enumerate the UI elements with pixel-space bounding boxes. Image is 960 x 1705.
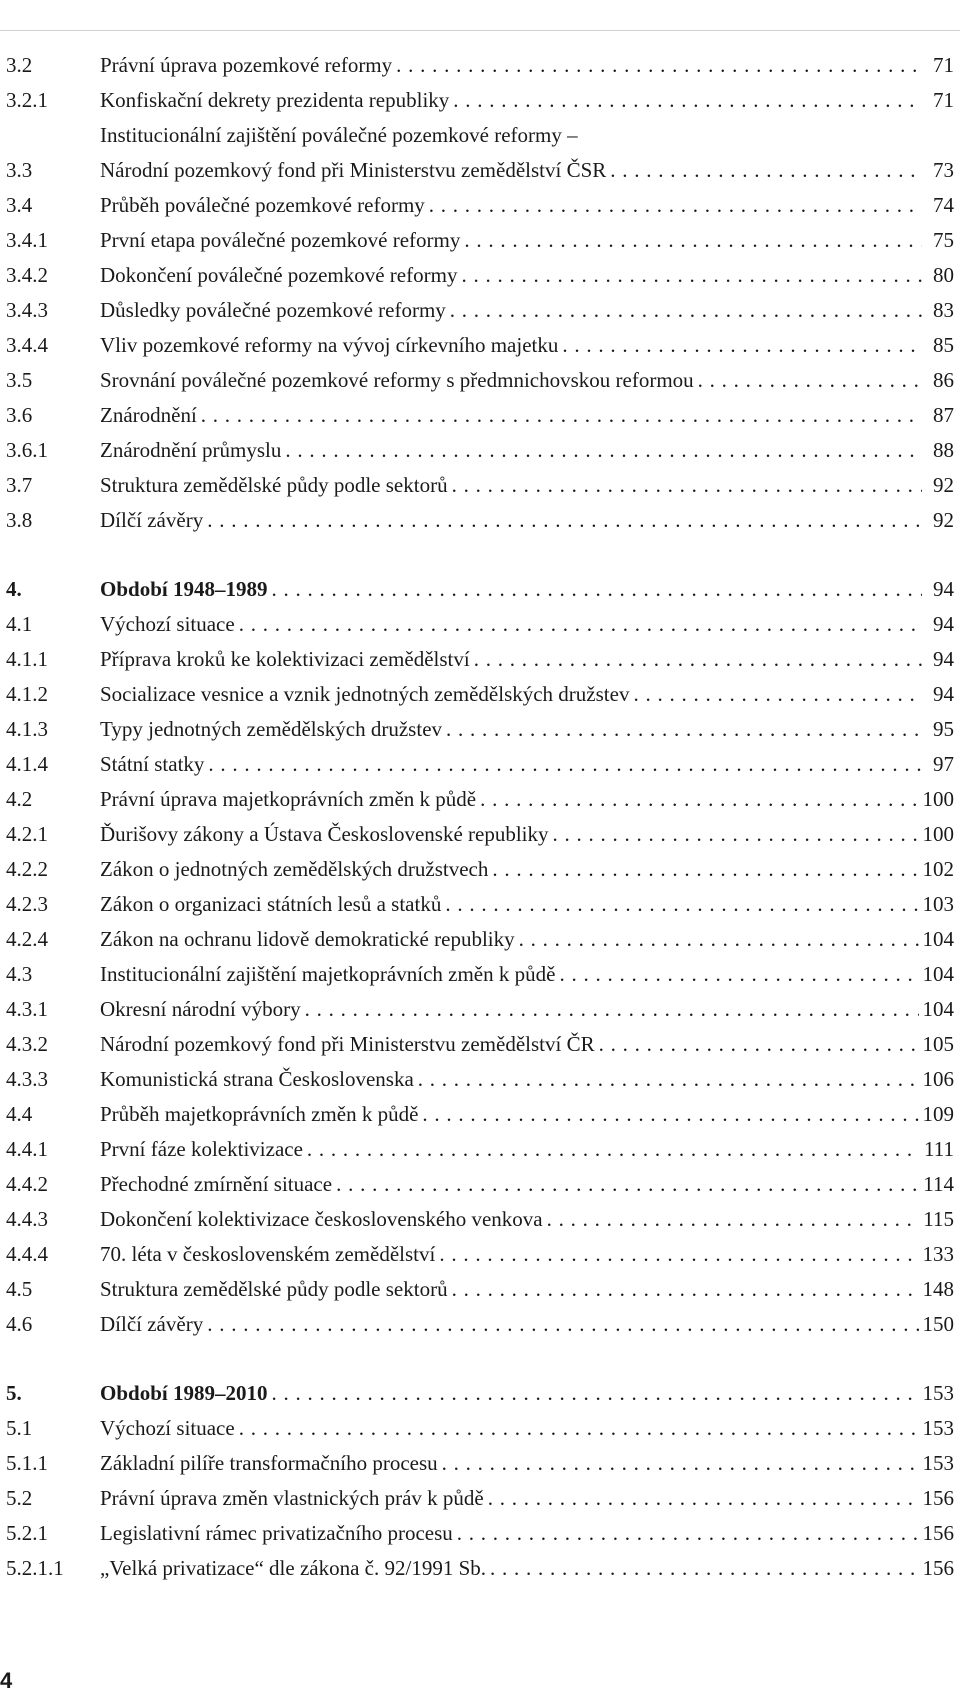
toc-entry	[6, 1062, 954, 1097]
toc-entry-title-line1: Institucionální zajištění poválečné pozemkové reformy –	[100, 123, 578, 147]
toc-leader-dots	[201, 398, 922, 433]
toc-entry	[6, 1097, 954, 1132]
toc-entry-title-line2-row	[100, 153, 954, 188]
toc-leader-dots	[480, 782, 918, 817]
toc-entry-number: 4.5	[6, 1277, 33, 1301]
toc-entry-title: Důsledky poválečné pozemkové reformy	[100, 298, 446, 322]
toc-entry-title: Konfiskační dekrety prezidenta republiky	[100, 88, 450, 112]
toc-entry-title: Okresní národní výbory	[100, 997, 301, 1021]
toc-entry	[6, 293, 954, 328]
toc-leader-dots	[610, 153, 922, 188]
toc-entry-number: 4.2.2	[6, 857, 48, 881]
toc-entry	[6, 782, 954, 817]
toc-entry-number: 4.4.2	[6, 1172, 48, 1196]
toc-entry	[6, 677, 954, 712]
toc-page-number: 104	[922, 927, 954, 951]
toc-entry	[6, 817, 954, 852]
toc-entry-title: Vliv pozemkové reformy na vývoj církevního majetku	[100, 333, 559, 357]
toc-entry-title: Socializace vesnice a vznik jednotných zemědělských družstev	[100, 682, 630, 706]
toc-page-number: 95	[933, 717, 954, 741]
toc-entry-title: Struktura zemědělské půdy podle sektorů	[100, 1277, 448, 1301]
toc-entry-title: Průběh poválečné pozemkové reformy	[100, 193, 425, 217]
toc-entry	[6, 922, 954, 957]
toc-entry-number: 4.3.3	[6, 1067, 48, 1091]
toc-leader-dots	[285, 433, 922, 468]
toc-entry-number: 3.4	[6, 193, 33, 217]
toc-entry-number: 3.4.3	[6, 298, 48, 322]
toc-entry-number: 3.8	[6, 508, 33, 532]
toc-leader-dots	[307, 1132, 920, 1167]
toc-entry-number: 4.4	[6, 1102, 33, 1126]
toc-page-number: 87	[933, 403, 954, 427]
toc-page-number: 83	[933, 298, 954, 322]
toc-page-number: 100	[922, 787, 954, 811]
toc-page-number: 74	[933, 193, 954, 217]
toc-page-number: 114	[923, 1172, 954, 1196]
toc-page-number: 94	[933, 577, 954, 601]
toc-entry	[6, 1167, 954, 1202]
toc-entry-number: 4.3.1	[6, 997, 48, 1021]
toc-leader-dots	[439, 1237, 918, 1272]
toc-leader-dots	[464, 223, 922, 258]
toc-entry-title: Komunistická strana Československa	[100, 1067, 414, 1091]
page-number: 4	[0, 1668, 13, 1693]
toc-entry	[6, 1481, 954, 1516]
toc-entry-number: 4.1.4	[6, 752, 48, 776]
toc-entry-number: 4.2.1	[6, 822, 48, 846]
toc-page-number: 156	[922, 1556, 954, 1580]
toc-leader-dots	[461, 258, 922, 293]
toc-entry-title: První fáze kolektivizace	[100, 1137, 303, 1161]
toc-entry	[6, 1307, 954, 1342]
toc-entry	[6, 712, 954, 747]
toc-chapter-5	[6, 1376, 954, 1411]
toc-leader-dots	[457, 1516, 919, 1551]
toc-entry	[6, 468, 954, 503]
toc-entry	[6, 1027, 954, 1062]
toc-entry-number: 3.5	[6, 368, 33, 392]
toc-entry	[6, 118, 954, 188]
toc-entry-number: 4.2	[6, 787, 33, 811]
toc-page-number: 97	[933, 752, 954, 776]
toc-entry	[6, 503, 954, 538]
toc-entry-title: Dílčí závěry	[100, 508, 204, 532]
toc-entry-number: 5.2	[6, 1486, 33, 1510]
toc-entry-title: Právní úprava pozemkové reformy	[100, 53, 393, 77]
toc-entry	[6, 258, 954, 293]
toc-leader-dots	[429, 188, 922, 223]
toc-entry-number: 4.1.1	[6, 647, 48, 671]
toc-page-number: 111	[924, 1137, 954, 1161]
toc-leader-dots	[453, 83, 922, 118]
toc-page-number: 75	[933, 228, 954, 252]
toc-entry	[6, 328, 954, 363]
toc-entry-number: 4.1.3	[6, 717, 48, 741]
toc-entry-title: Zákon o organizaci státních lesů a statků	[100, 892, 442, 916]
toc-leader-dots	[474, 642, 922, 677]
toc-entry-title: Výchozí situace	[100, 612, 235, 636]
toc-entry-title: Srovnání poválečné pozemkové reformy s předmnichovskou reformou	[100, 368, 694, 392]
toc-leader-dots	[698, 363, 922, 398]
toc-entry-title: Institucionální zajištění majetkoprávních změn k půdě	[100, 962, 556, 986]
toc-entry	[6, 852, 954, 887]
toc-page-number: 100	[922, 822, 954, 846]
toc-leader-dots	[553, 817, 919, 852]
toc-entry-title: Dílčí závěry	[100, 1312, 204, 1336]
toc-entry	[6, 1411, 954, 1446]
toc-leader-dots	[305, 992, 919, 1027]
toc-entry	[6, 887, 954, 922]
toc-entry-number: 5.1.1	[6, 1451, 48, 1475]
toc-entry-title: Zákon o jednotných zemědělských družstvech	[100, 857, 489, 881]
toc-entry-title: Národní pozemkový fond při Ministerstvu zemědělství ČR	[100, 1032, 595, 1056]
toc-entry-number: 3.7	[6, 473, 33, 497]
toc-leader-dots	[396, 48, 922, 83]
toc-entry-number: 4.4.3	[6, 1207, 48, 1231]
toc-page-number: 86	[933, 368, 954, 392]
toc-entry-number: 3.4.4	[6, 333, 48, 357]
toc-entry-title: Dokončení poválečné pozemkové reformy	[100, 263, 458, 287]
toc-entry-title: Typy jednotných zemědělských družstev	[100, 717, 443, 741]
toc-leader-dots	[239, 1411, 919, 1446]
toc-entry-number: 4.1.2	[6, 682, 48, 706]
toc-page-number: 156	[922, 1521, 954, 1545]
toc-entry-title: Znárodnění průmyslu	[100, 438, 282, 462]
toc-entry	[6, 48, 954, 83]
toc-leader-dots	[519, 922, 919, 957]
toc-entry	[6, 223, 954, 258]
toc-entry-title: Výchozí situace	[100, 1416, 235, 1440]
toc-page-number: 103	[922, 892, 954, 916]
section-gap	[6, 1342, 954, 1376]
toc-entry	[6, 363, 954, 398]
toc-leader-dots	[450, 293, 922, 328]
toc-entry-title: „Velká privatizace“ dle zákona č. 92/1991 Sb.	[100, 1556, 487, 1580]
toc-leader-dots	[490, 1551, 918, 1586]
toc-entry-title: Přechodné zmírnění situace	[100, 1172, 333, 1196]
toc-page-number: 106	[922, 1067, 954, 1091]
toc-page-number: 148	[922, 1277, 954, 1301]
toc-entry-number: 4.3.2	[6, 1032, 48, 1056]
toc-entry-title: Základní pilíře transformačního procesu	[100, 1451, 438, 1475]
toc-entry	[6, 1446, 954, 1481]
toc-chapter-number: 5.	[6, 1381, 22, 1405]
toc-entry	[6, 747, 954, 782]
toc-entry-number: 3.4.2	[6, 263, 48, 287]
toc-leader-dots	[422, 1097, 918, 1132]
toc-entry	[6, 188, 954, 223]
toc-page-number: 71	[933, 88, 954, 112]
toc-entry	[6, 1272, 954, 1307]
toc-entry	[6, 642, 954, 677]
section-gap	[6, 538, 954, 572]
toc-section-chapter3	[6, 48, 954, 538]
toc-entry-title: Průběh majetkoprávních změn k půdě	[100, 1102, 419, 1126]
toc-leader-dots	[488, 1481, 919, 1516]
toc-entry	[6, 607, 954, 642]
toc-page-number: 102	[922, 857, 954, 881]
toc-entry-title: Zákon na ochranu lidově demokratické republiky	[100, 927, 515, 951]
toc-entry-number: 3.2	[6, 53, 33, 77]
toc-page-number: 94	[933, 647, 954, 671]
toc-entry	[6, 957, 954, 992]
toc-entry-number: 3.3	[6, 158, 33, 182]
toc-leader-dots	[547, 1202, 920, 1237]
toc-page-number: 71	[933, 53, 954, 77]
toc-entry-number: 3.6.1	[6, 438, 48, 462]
toc-page-number: 88	[933, 438, 954, 462]
toc-leader-dots	[271, 1376, 918, 1411]
toc-entry-number: 3.4.1	[6, 228, 48, 252]
toc-entry-title: Legislativní rámec privatizačního procesu	[100, 1521, 453, 1545]
toc-entry-title: Struktura zemědělské půdy podle sektorů	[100, 473, 448, 497]
toc-chapter-title: Období 1989–2010	[100, 1381, 268, 1405]
toc-page-number: 92	[933, 508, 954, 532]
toc-page-number: 73	[933, 158, 954, 182]
toc-entry	[6, 1551, 954, 1586]
toc-leader-dots	[207, 503, 922, 538]
toc-chapter-4	[6, 572, 954, 607]
toc-section-chapter5	[6, 1411, 954, 1586]
toc-entry	[6, 1516, 954, 1551]
toc-section-chapter4	[6, 607, 954, 1342]
toc-page-number: 153	[922, 1451, 954, 1475]
toc-entry-number: 3.2.1	[6, 88, 48, 112]
toc-page-number: 104	[922, 962, 954, 986]
toc-entry-title: Právní úprava změn vlastnických práv k půdě	[100, 1486, 484, 1510]
toc-entry	[6, 1237, 954, 1272]
toc-leader-dots	[562, 328, 922, 363]
toc-entry-title: Příprava kroků ke kolektivizaci zemědělství	[100, 647, 470, 671]
table-of-contents	[6, 48, 954, 1586]
toc-page-number: 92	[933, 473, 954, 497]
top-rule	[0, 30, 960, 31]
toc-entry-title: První etapa poválečné pozemkové reformy	[100, 228, 461, 252]
toc-page-number: 80	[933, 263, 954, 287]
toc-leader-dots	[271, 572, 922, 607]
toc-page-number: 156	[922, 1486, 954, 1510]
toc-page-number: 153	[922, 1416, 954, 1440]
toc-entry	[6, 433, 954, 468]
toc-chapter-number: 4.	[6, 577, 22, 601]
toc-page-number: 150	[922, 1312, 954, 1336]
toc-entry	[6, 1202, 954, 1237]
toc-page-number: 94	[933, 612, 954, 636]
toc-page-number: 153	[922, 1381, 954, 1405]
toc-entry-title: Právní úprava majetkoprávních změn k půdě	[100, 787, 477, 811]
toc-entry-title: Znárodnění	[100, 403, 197, 427]
toc-entry	[6, 398, 954, 433]
toc-leader-dots	[492, 852, 918, 887]
toc-entry-title: Státní statky	[100, 752, 205, 776]
toc-entry-title: Dokončení kolektivizace československého venkova	[100, 1207, 543, 1231]
toc-leader-dots	[559, 957, 918, 992]
toc-entry-number: 4.2.4	[6, 927, 48, 951]
toc-page-number: 94	[933, 682, 954, 706]
toc-entry-number: 4.2.3	[6, 892, 48, 916]
toc-page-number: 133	[922, 1242, 954, 1266]
toc-entry-number: 5.2.1	[6, 1521, 48, 1545]
toc-entry-number: 4.1	[6, 612, 33, 636]
toc-page-number: 115	[923, 1207, 954, 1231]
toc-entry-number: 5.2.1.1	[6, 1556, 64, 1580]
toc-entry	[6, 992, 954, 1027]
toc-entry-number: 4.4.1	[6, 1137, 48, 1161]
toc-entry-number: 3.6	[6, 403, 33, 427]
toc-leader-dots	[418, 1062, 919, 1097]
toc-leader-dots	[208, 747, 922, 782]
toc-leader-dots	[207, 1307, 918, 1342]
toc-leader-dots	[452, 468, 922, 503]
toc-page-number: 109	[922, 1102, 954, 1126]
toc-entry	[6, 1132, 954, 1167]
toc-entry-number: 5.1	[6, 1416, 33, 1440]
toc-page-number: 104	[922, 997, 954, 1021]
toc-leader-dots	[336, 1167, 919, 1202]
toc-page-number: 105	[922, 1032, 954, 1056]
toc-leader-dots	[446, 712, 922, 747]
toc-leader-dots	[445, 887, 918, 922]
toc-entry-number: 4.4.4	[6, 1242, 48, 1266]
toc-leader-dots	[452, 1272, 919, 1307]
toc-page-number: 85	[933, 333, 954, 357]
toc-entry	[6, 83, 954, 118]
toc-leader-dots	[633, 677, 922, 712]
toc-entry-number: 4.3	[6, 962, 33, 986]
toc-entry-title: 70. léta v československém zemědělství	[100, 1242, 436, 1266]
toc-leader-dots	[442, 1446, 919, 1481]
toc-chapter-title: Období 1948–1989	[100, 577, 268, 601]
toc-leader-dots	[239, 607, 922, 642]
toc-entry-title-line2: Národní pozemkový fond při Ministerstvu zemědělství ČSR	[100, 158, 607, 182]
toc-entry-title: Ďurišovy zákony a Ústava Československé republiky	[100, 822, 549, 846]
toc-entry-number: 4.6	[6, 1312, 33, 1336]
toc-leader-dots	[599, 1027, 919, 1062]
toc-entry-title-block	[100, 118, 954, 188]
